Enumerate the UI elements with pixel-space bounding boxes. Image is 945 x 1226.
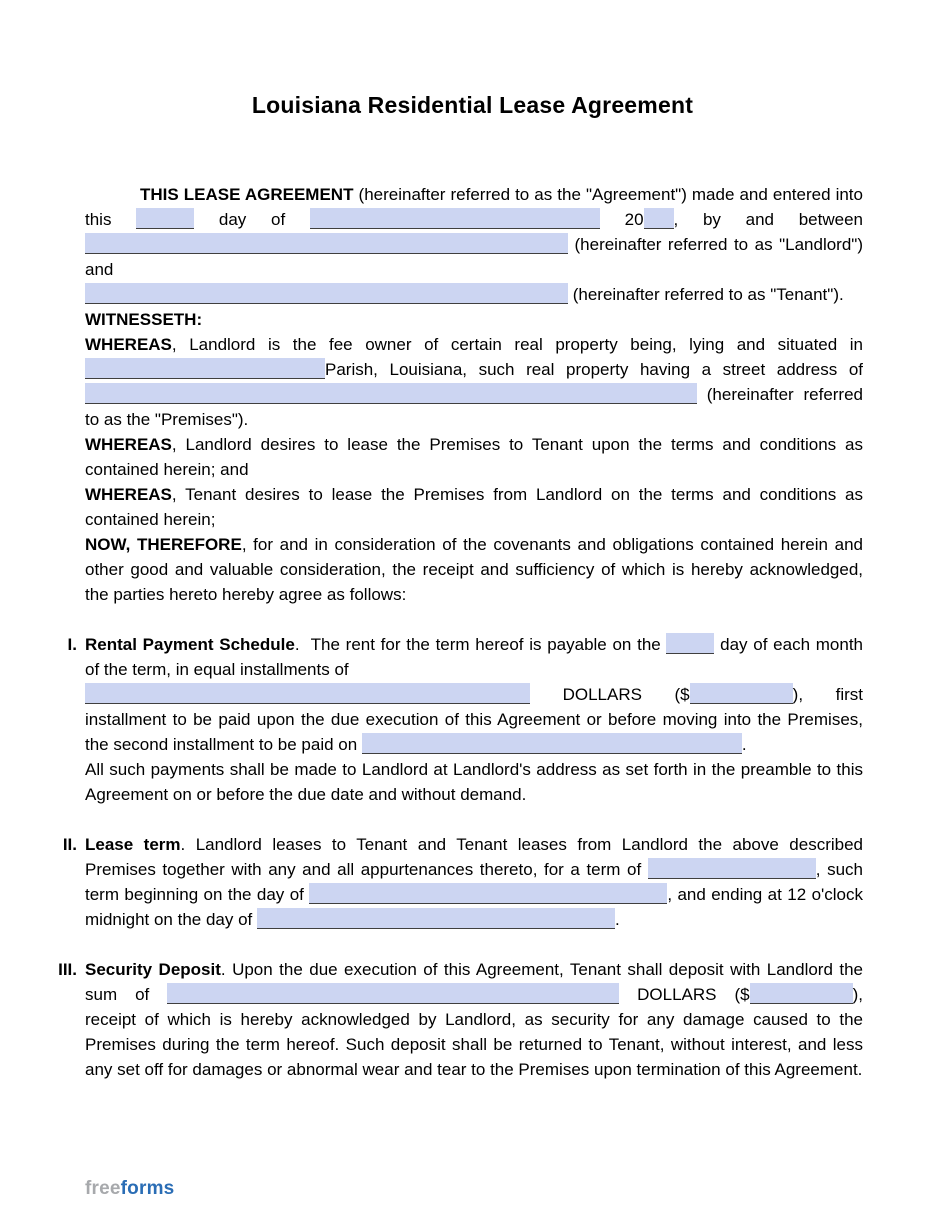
- whereas1-lead-text: WHEREAS: [85, 335, 172, 354]
- street-address-field[interactable]: [85, 383, 697, 404]
- rent-amount-number-field[interactable]: [690, 683, 793, 704]
- rent-amount-group: [675, 685, 799, 704]
- rental-text-4: , first installment to be paid upon the due execution of this Agreement or before moving into the Premises, the second installment to be paid on: [85, 685, 863, 754]
- rental-text-3: DOLLARS: [530, 685, 675, 704]
- whereas-landlord-paragraph: [85, 432, 863, 482]
- lease-term-field[interactable]: [648, 858, 816, 879]
- intro-paragraph: [85, 182, 863, 307]
- tenant-name-field[interactable]: [85, 283, 568, 304]
- rental-paren-close-text: ): [792, 685, 799, 704]
- rental-text-5: All such payments shall be made to Landlord at Landlord's address as set forth in the preamble to this Agreement on or before the due date and without demand.: [85, 760, 863, 804]
- year-field[interactable]: [644, 208, 674, 229]
- intro-text-1: (hereinafter referred to as the "Agreement") made and entered into this: [85, 185, 863, 229]
- brand-logo: [85, 1178, 174, 1200]
- lease-term-paragraph: [85, 832, 863, 932]
- parish-field[interactable]: [85, 358, 325, 379]
- whereas1-text-3: (hereinafter referred to as the "Premises").: [85, 385, 863, 429]
- lease-end-date-field[interactable]: [257, 908, 615, 929]
- whereas2-lead-text: WHEREAS: [85, 435, 172, 454]
- lease-text-1: . Landlord leases to Tenant and Tenant leases from Landlord the above described Premises together with any and all appurtenances thereto, for a term of: [85, 835, 863, 879]
- brand-forms-text: forms: [120, 1178, 175, 1199]
- deposit-text-2: DOLLARS: [619, 985, 735, 1004]
- intro-text-4: ,: [673, 210, 679, 229]
- second-installment-date-field[interactable]: [362, 733, 742, 754]
- whereas-tenant-paragraph: [85, 482, 863, 532]
- witnesseth-heading: [85, 307, 863, 332]
- landlord-name-field[interactable]: [85, 233, 568, 254]
- whereas3-text: , Tenant desires to lease the Premises from Landlord on the terms and conditions as contained herein;: [85, 485, 863, 529]
- whereas2-text: , Landlord desires to lease the Premises to Tenant upon the terms and conditions as contained herein; and: [85, 435, 863, 479]
- deposit-paren-close-text: ): [852, 985, 859, 1004]
- lease-text-3: , and ending at 12 o'clock midnight on the day of: [85, 885, 863, 929]
- rental-heading-text: Rental Payment Schedule: [85, 635, 295, 654]
- rental-paren-open-text: ($: [674, 685, 690, 704]
- section-lease-numeral: II.: [62, 835, 77, 854]
- document-body: [58, 182, 864, 1082]
- lease-start-date-field[interactable]: [309, 883, 667, 904]
- lease-text-4: .: [615, 910, 620, 929]
- rental-paragraph: [85, 632, 863, 807]
- deposit-text-3: , receipt of which is hereby acknowledged by Landlord, as security for any damage caused to the Premises during the term hereof. Such deposit shall be returned to Tenant, without interest, and less any set off for damages or abnormal wear and tear to the Premises upon termination of this Agreement.: [85, 985, 863, 1079]
- security-deposit-paragraph: [85, 957, 863, 1082]
- brand-free-text: free: [85, 1178, 121, 1199]
- intro-text-3: 20: [599, 210, 644, 229]
- deposit-text-1: . Upon the due execution of this Agreement, Tenant shall deposit with Landlord the sum of: [85, 960, 864, 1004]
- lease-heading-text: Lease term: [85, 835, 181, 854]
- therefore-text: , for and in consideration of the covenants and obligations contained herein and other good and valuable consideration, the receipt and sufficiency of which is hereby acknowledged, the parties hereto hereby agree as follows:: [85, 535, 863, 604]
- deposit-amount-group: [734, 985, 858, 1004]
- intro-text-7: (hereinafter referred to as "Tenant").: [568, 285, 844, 304]
- document-title: Louisiana Residential Lease Agreement: [251, 92, 694, 118]
- rental-text-2: day of each month of the term, in equal installments of: [85, 635, 863, 679]
- lease-text-2: , such term beginning on the day of: [85, 860, 864, 904]
- whereas-owner-paragraph: [85, 332, 863, 432]
- intro-text-5: by and between: [678, 210, 863, 229]
- section-rental-numeral: I.: [67, 635, 77, 654]
- rental-text-dot: .: [741, 735, 747, 754]
- deposit-amount-number-field[interactable]: [750, 983, 853, 1004]
- month-field[interactable]: [310, 208, 600, 229]
- whereas1-text-1: , Landlord is the fee owner of certain real property being, lying and situated in: [171, 335, 863, 354]
- intro-text-6: (hereinafter referred to as "Landlord") and: [85, 235, 863, 279]
- section-deposit-numeral: III.: [58, 960, 77, 979]
- rental-text-1: . The rent for the term hereof is payable on the: [294, 635, 667, 654]
- section-lease-term: [62, 832, 864, 932]
- witnesseth-text: WITNESSETH:: [85, 310, 203, 329]
- deposit-amount-words-field[interactable]: [167, 983, 619, 1004]
- therefore-lead-text: NOW, THEREFORE: [85, 535, 242, 554]
- rent-amount-words-field[interactable]: [85, 683, 530, 704]
- now-therefore-paragraph: [85, 532, 863, 607]
- intro-lead-text: THIS LEASE AGREEMENT: [140, 185, 354, 204]
- deposit-heading-text: Security Deposit: [85, 960, 221, 979]
- whereas1-text-2: Parish, Louisiana, such real property having a street address of: [325, 360, 863, 379]
- day-field[interactable]: [136, 208, 194, 229]
- section-rental-payment: [67, 632, 863, 807]
- deposit-paren-open-text: ($: [734, 985, 750, 1004]
- intro-text-2: day of: [194, 210, 310, 229]
- rent-due-day-field[interactable]: [666, 633, 714, 654]
- whereas3-lead-text: WHEREAS: [85, 485, 172, 504]
- year-group: [600, 210, 678, 229]
- section-security-deposit: [58, 957, 864, 1082]
